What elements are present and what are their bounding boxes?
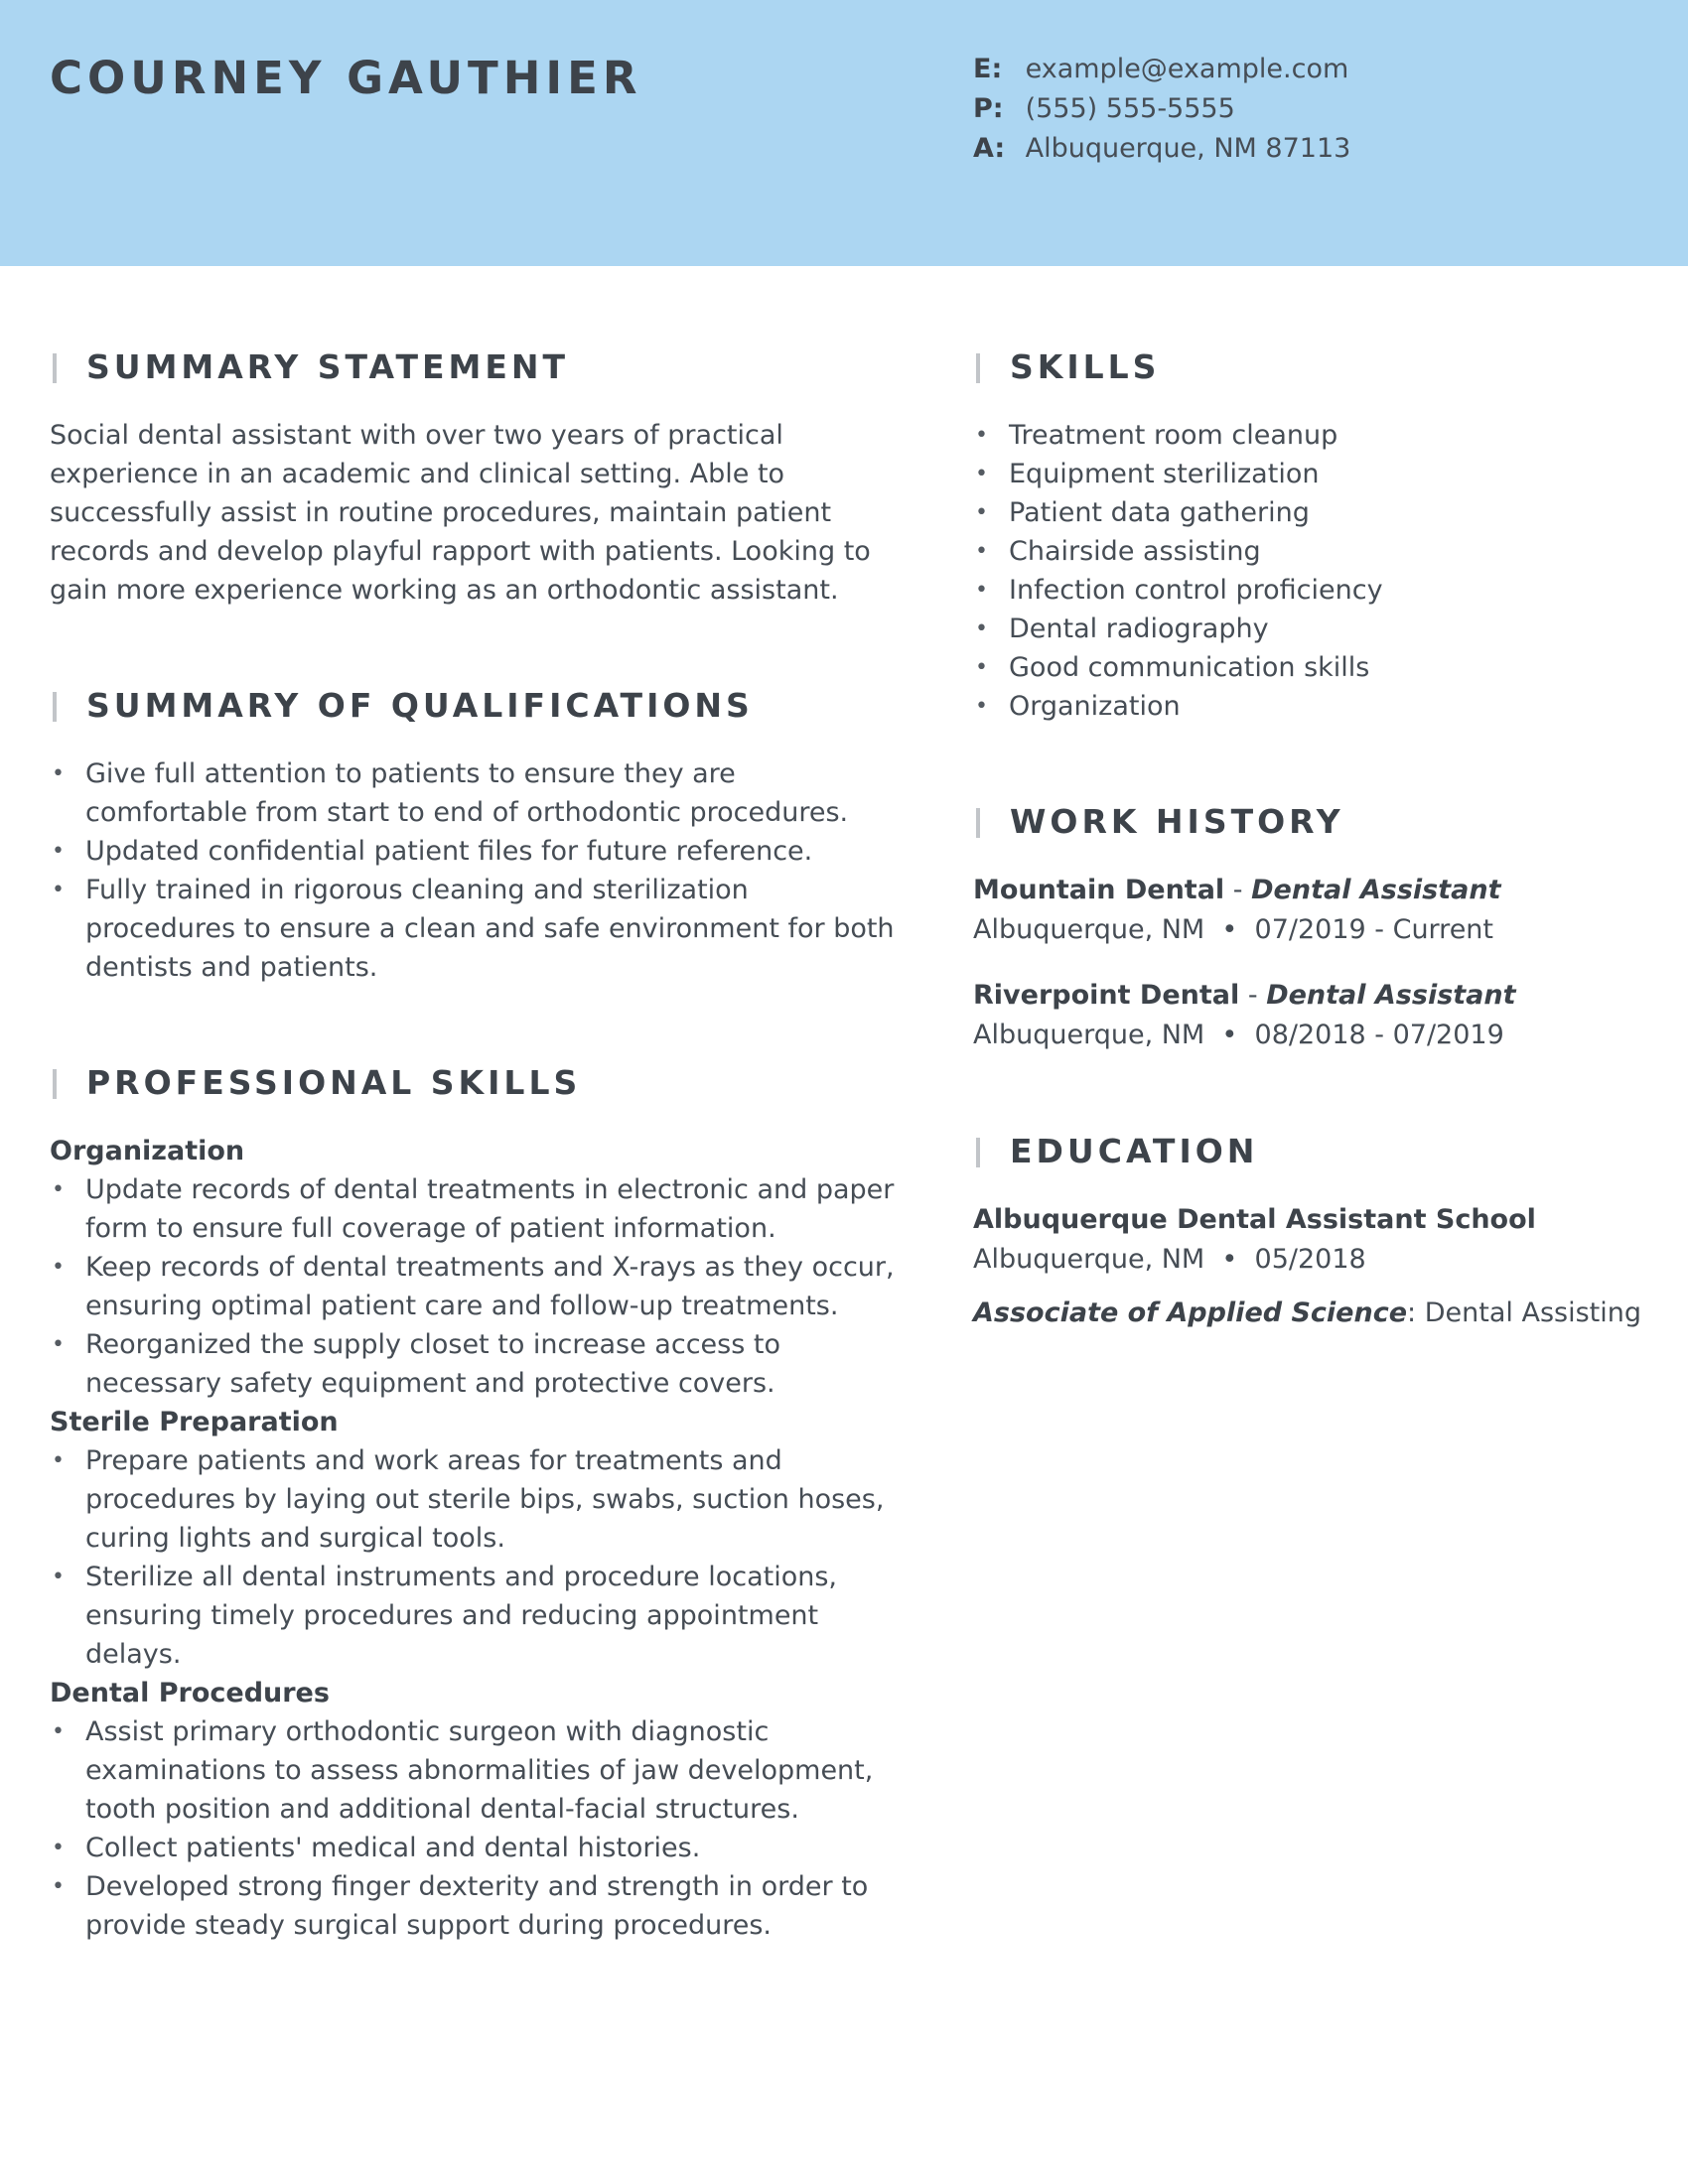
- header-banner: [0, 0, 1688, 266]
- bullet-icon: •: [52, 1177, 65, 1202]
- list-item-text: Keep records of dental treatments and X-rays as they occur, ensuring optimal patient care and follow-up treatments.: [85, 1252, 895, 1321]
- section-title-text: SUMMARY STATEMENT: [86, 347, 570, 386]
- company-name: Mountain Dental: [973, 875, 1225, 905]
- list-item-text: Developed strong finger dexterity and strength in order to provide steady surgical support during procedures.: [85, 1871, 869, 1941]
- list-item: [50, 754, 899, 832]
- bullet-icon: •: [1221, 1244, 1238, 1275]
- summary-text: Social dental assistant with over two years of practical experience in an academic and clinical setting. Able to successfully assist in routine procedures, maintain patient records and develop playful rapport with patients. Looking to gain more experience working as an orthodontic assistant.: [50, 420, 871, 606]
- section-title: [973, 342, 1648, 392]
- list-item: [50, 1325, 899, 1403]
- section-title-text: PROFESSIONAL SKILLS: [86, 1063, 582, 1102]
- skill-group-heading: Dental Procedures: [50, 1678, 330, 1708]
- list-item: [973, 493, 1648, 532]
- bullet-icon: •: [52, 1565, 65, 1589]
- job-entry: [973, 976, 1648, 1055]
- bullet-icon: •: [975, 578, 988, 603]
- bullet-icon: •: [52, 1874, 65, 1899]
- education-entry: [973, 1200, 1648, 1333]
- section-title: [50, 1058, 899, 1108]
- section-bar-icon: [976, 353, 980, 383]
- section-title-text: WORK HISTORY: [1010, 802, 1344, 841]
- bullet-icon: •: [975, 423, 988, 448]
- section-title-text: EDUCATION: [1010, 1132, 1259, 1170]
- list-item: [50, 1441, 899, 1558]
- job-dates: 07/2019 - Current: [1254, 914, 1493, 945]
- contact-label: P:: [973, 93, 1004, 124]
- job-role: Dental Assistant: [1251, 875, 1501, 905]
- section-title-text: SUMMARY OF QUALIFICATIONS: [86, 686, 754, 725]
- skill-group-heading: Sterile Preparation: [50, 1407, 339, 1437]
- right-column: [973, 342, 1648, 1405]
- list-item: [50, 1248, 899, 1325]
- contact-label: A:: [973, 133, 1006, 164]
- job-title-line: [973, 871, 1648, 910]
- bullet-icon: •: [975, 500, 988, 525]
- list-item-text: Good communication skills: [1009, 652, 1370, 683]
- list-item: [973, 532, 1648, 571]
- skill-group-list: [50, 1441, 899, 1674]
- section-title-text: SKILLS: [1010, 347, 1161, 386]
- company-name: Riverpoint Dental: [973, 980, 1240, 1011]
- education-section: [973, 1127, 1648, 1333]
- bullet-icon: •: [52, 1255, 65, 1280]
- job-role: Dental Assistant: [1266, 980, 1516, 1011]
- bullet-icon: •: [975, 694, 988, 719]
- list-item: [973, 687, 1648, 726]
- bullet-icon: •: [975, 616, 988, 641]
- contact-block: [973, 50, 1350, 169]
- list-item-text: Chairside assisting: [1009, 536, 1261, 567]
- graduation-date: 05/2018: [1254, 1244, 1366, 1275]
- list-item: [973, 610, 1648, 648]
- skill-group-list: [50, 1170, 899, 1403]
- list-item: [973, 455, 1648, 493]
- summary-section: [50, 342, 899, 610]
- section-title: [50, 681, 899, 731]
- school-name-line: [973, 1200, 1648, 1240]
- degree-name: Associate of Applied Science: [973, 1297, 1408, 1328]
- section-bar-icon: [53, 692, 57, 722]
- school-location: Albuquerque, NM: [973, 1244, 1205, 1275]
- school-meta-line: [973, 1240, 1648, 1280]
- section-bar-icon: [53, 1069, 57, 1099]
- job-meta-line: [973, 910, 1648, 950]
- school-name: Albuquerque Dental Assistant School: [973, 1204, 1536, 1235]
- section-bar-icon: [976, 808, 980, 838]
- bullet-icon: •: [52, 1448, 65, 1473]
- left-column: [50, 342, 899, 2016]
- degree-line: [973, 1294, 1648, 1333]
- job-location: Albuquerque, NM: [973, 914, 1205, 945]
- section-title: [973, 1127, 1648, 1176]
- list-item-text: Assist primary orthodontic surgeon with diagnostic examinations to assess abnormalities of jaw development, tooth position and additional dental-facial structures.: [85, 1716, 874, 1825]
- section-bar-icon: [53, 353, 57, 383]
- list-item-text: Sterilize all dental instruments and procedure locations, ensuring timely procedures and reducing appointment delays.: [85, 1562, 837, 1670]
- list-item-text: Collect patients' medical and dental histories.: [85, 1833, 701, 1863]
- work-history-section: [973, 797, 1648, 1055]
- skills-list: [973, 416, 1648, 726]
- bullet-icon: •: [52, 1719, 65, 1744]
- list-item-text: Reorganized the supply closet to increase access to necessary safety equipment and protective covers.: [85, 1329, 780, 1399]
- section-title: [973, 797, 1648, 847]
- bullet-icon: •: [975, 539, 988, 564]
- section-bar-icon: [976, 1138, 980, 1167]
- list-item: [973, 416, 1648, 455]
- list-item-text: Fully trained in rigorous cleaning and sterilization procedures to ensure a clean and safe environment for both dentists and patients.: [85, 875, 895, 983]
- job-title-line: [973, 976, 1648, 1016]
- list-item-text: Organization: [1009, 691, 1181, 722]
- skill-group-list: [50, 1712, 899, 1945]
- list-item-text: Give full attention to patients to ensure they are comfortable from start to end of orthodontic procedures.: [85, 758, 849, 828]
- list-item: [50, 1712, 899, 1829]
- job-dates: 08/2018 - 07/2019: [1254, 1020, 1504, 1050]
- list-item-text: Update records of dental treatments in electronic and paper form to ensure full coverage of patient information.: [85, 1174, 895, 1244]
- skills-section: [973, 342, 1648, 726]
- list-item: [50, 1170, 899, 1248]
- professional-skills-section: [50, 1058, 899, 1945]
- contact-label: E:: [973, 54, 1003, 84]
- list-item-text: Equipment sterilization: [1009, 459, 1320, 489]
- skill-group-heading: Organization: [50, 1136, 245, 1166]
- degree-separator: :: [1407, 1297, 1417, 1328]
- list-item: [50, 871, 899, 987]
- list-item-text: Dental radiography: [1009, 614, 1269, 644]
- job-meta-line: [973, 1016, 1648, 1055]
- title-separator: -: [1224, 875, 1252, 905]
- list-item: [50, 832, 899, 871]
- bullet-icon: •: [52, 761, 65, 786]
- list-item-text: Updated confidential patient files for future reference.: [85, 836, 813, 867]
- bullet-icon: •: [52, 839, 65, 864]
- list-item: [50, 1558, 899, 1674]
- bullet-icon: •: [52, 1332, 65, 1357]
- section-title: [50, 342, 899, 392]
- bullet-icon: •: [975, 462, 988, 486]
- address-value: Albuquerque, NM 87113: [1025, 133, 1351, 164]
- list-item: [50, 1829, 899, 1867]
- list-item-text: Infection control proficiency: [1009, 575, 1383, 606]
- bullet-icon: •: [1221, 1020, 1238, 1050]
- contact-phone: [973, 89, 1350, 129]
- contact-address: [973, 129, 1350, 169]
- list-item-text: Treatment room cleanup: [1009, 420, 1338, 451]
- list-item: [973, 571, 1648, 610]
- bullet-icon: •: [52, 1836, 65, 1860]
- list-item: [50, 1867, 899, 1945]
- bullet-icon: •: [52, 878, 65, 902]
- list-item: [973, 648, 1648, 687]
- degree-field: Dental Assisting: [1416, 1297, 1641, 1328]
- list-item-text: Patient data gathering: [1009, 497, 1310, 528]
- qualifications-section: [50, 681, 899, 987]
- candidate-name: COURNEY GAUTHIER: [50, 52, 642, 104]
- contact-email: [973, 50, 1350, 89]
- job-location: Albuquerque, NM: [973, 1020, 1205, 1050]
- email-value: example@example.com: [1025, 54, 1349, 84]
- bullet-icon: •: [975, 655, 988, 680]
- title-separator: -: [1239, 980, 1267, 1011]
- phone-value: (555) 555-5555: [1025, 93, 1235, 124]
- bullet-icon: •: [1221, 914, 1238, 945]
- list-item-text: Prepare patients and work areas for treatments and procedures by laying out sterile bips, swabs, suction hoses, curing lights and surgical tools.: [85, 1445, 885, 1554]
- qualifications-list: [50, 754, 899, 987]
- job-entry: [973, 871, 1648, 950]
